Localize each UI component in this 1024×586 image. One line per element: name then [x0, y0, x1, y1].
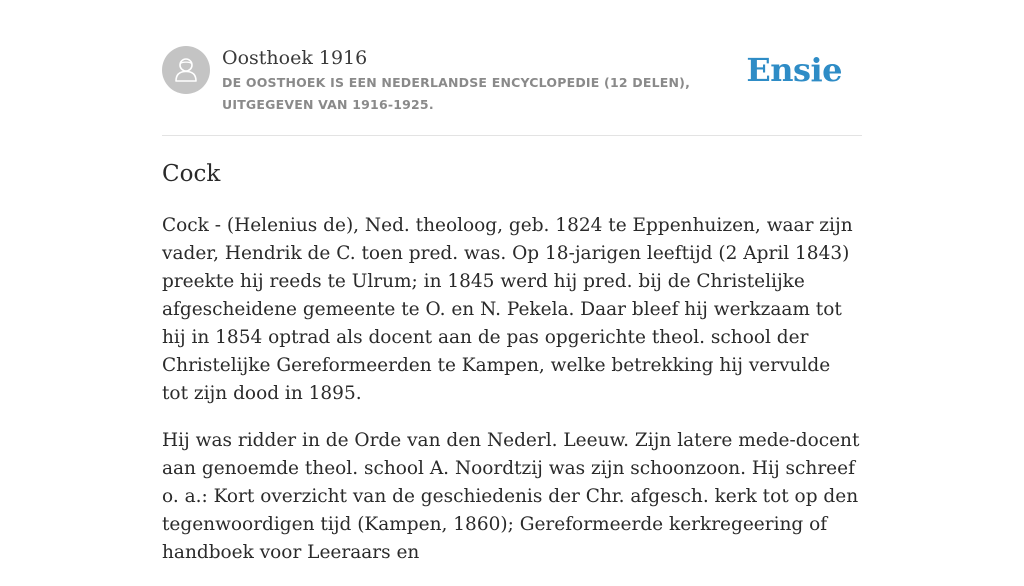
ensie-logo-link[interactable]: Ensie: [746, 51, 842, 89]
header-divider: [162, 135, 862, 136]
source-header: [162, 46, 862, 118]
source-avatar[interactable]: [162, 46, 210, 94]
article-body: [162, 212, 862, 586]
user-icon: [171, 55, 201, 85]
article-title: Cock: [162, 161, 221, 187]
article-paragraph: Hij was ridder in de Orde van den Nederl. Leeuw. Zijn latere mede-docent aan genoemde theol. school A. Noordtzij was zijn schoonzoon. Hij schreef o. a.: Kort overzicht van de geschiedenis der Chr. afgesch. kerk tot op den tegenwoordigen tijd (Kampen, 1860); Gereformeerde kerkregeering of handboek voor Leeraars en: [162, 430, 860, 563]
source-title[interactable]: Oosthoek 1916: [222, 47, 368, 69]
article-paragraph: Cock - (Helenius de), Ned. theoloog, geb. 1824 te Eppenhuizen, waar zijn vader, Hendrik de C. toen pred. was. Op 18-jarigen leeftijd (2 April 1843) preekte hij reeds te Ulrum; in 1845 werd hij pred. bij de Christelijke afgescheidene gemeente te O. en N. Pekela. Daar bleef hij werkzaam tot hij in 1854 optrad als docent aan de pas opgerichte theol. school der Christelijke Gereformeerden te Kampen, welke betrekking hij vervulde tot zijn dood in 1895.: [162, 215, 853, 404]
source-description: DE OOSTHOEK IS EEN NEDERLANDSE ENCYCLOPEDIE (12 DELEN), UITGEGEVEN VAN 1916-1925.: [222, 75, 691, 112]
